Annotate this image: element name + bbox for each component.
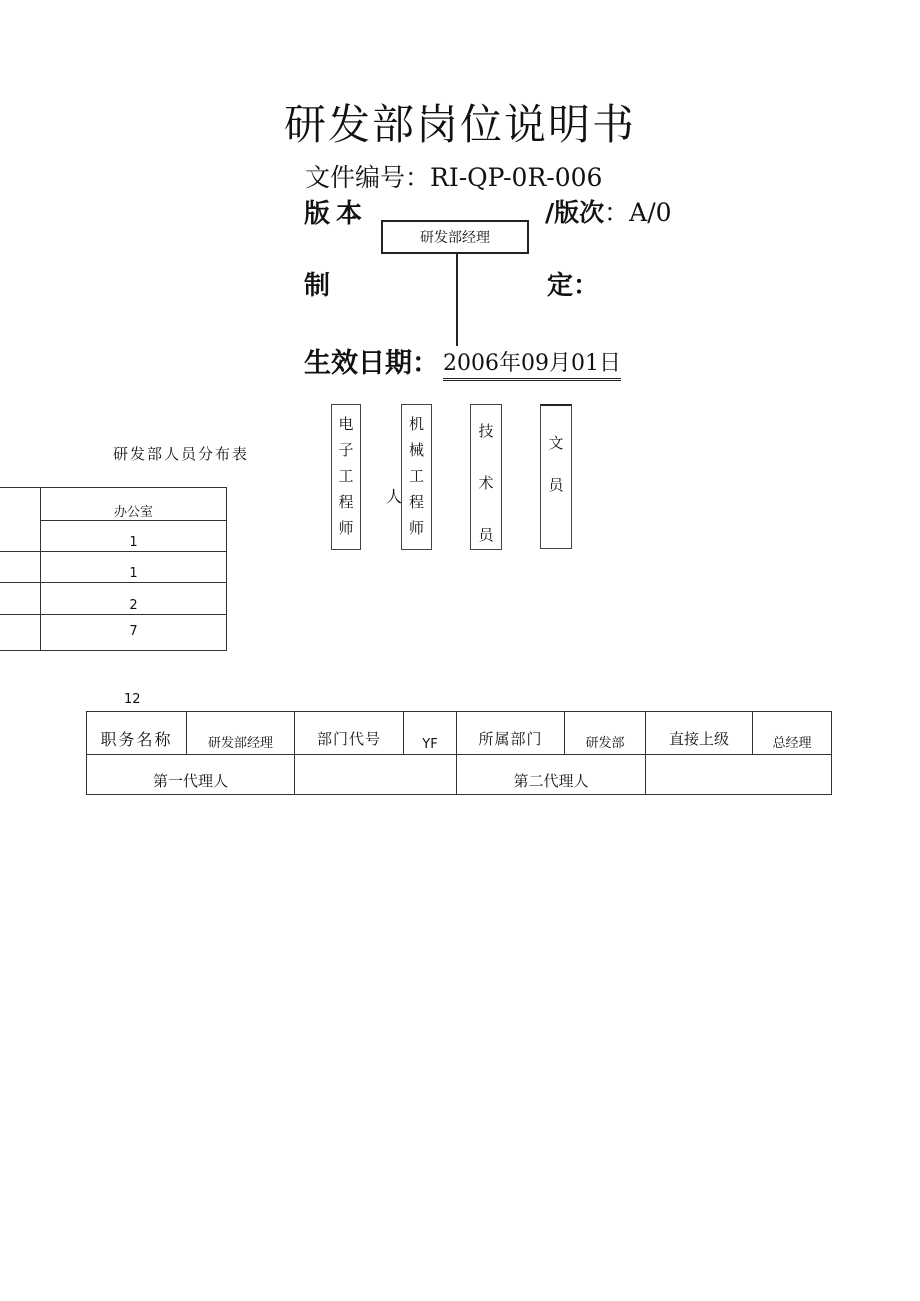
role-char: 工 — [338, 467, 354, 485]
distribution-table — [0, 487, 227, 651]
distribution-header-label: 办公室 — [113, 505, 153, 520]
table-cell — [41, 521, 227, 552]
org-people-marker: 人 — [386, 487, 403, 506]
distribution-value: 1 — [129, 535, 138, 550]
role-char: 机 — [408, 415, 424, 433]
table-cell — [41, 615, 227, 651]
distribution-header — [41, 488, 227, 521]
prepared-label: 制 — [304, 271, 331, 301]
distribution-value: 1 — [129, 566, 138, 581]
revision-field — [545, 193, 672, 229]
second-deputy-label: 第二代理人 — [457, 755, 646, 795]
table-cell — [0, 583, 41, 615]
org-manager-label: 研发部经理 — [420, 230, 490, 246]
revision-label: /版次 — [545, 198, 605, 227]
role-char: 术 — [478, 474, 494, 492]
document-title: 研发部岗位说明书 — [283, 100, 636, 149]
direct-superior-label: 直接上级 — [646, 712, 753, 755]
effective-date-value: 2006年09月01日 — [443, 346, 621, 381]
role-char: 员 — [548, 476, 564, 494]
job-title-value: 研发部经理 — [187, 712, 295, 755]
version-label: 版本 — [304, 199, 369, 229]
role-char: 技 — [478, 422, 494, 440]
role-char: 程 — [338, 493, 354, 511]
distribution-value: 2 — [129, 598, 138, 613]
table-cell — [0, 552, 41, 583]
role-char: 师 — [338, 519, 354, 537]
page-number: 12 — [124, 692, 141, 707]
job-info-table — [86, 711, 832, 795]
org-role-electronic-engineer — [331, 404, 361, 550]
distribution-value: 7 — [129, 624, 138, 639]
first-deputy-value — [295, 755, 457, 795]
role-char: 文 — [548, 434, 564, 452]
effective-date-label: 生效日期： — [304, 348, 439, 379]
org-manager-box — [381, 220, 529, 254]
dept-code-label: 部门代号 — [295, 712, 404, 755]
parent-dept-label: 所属部门 — [457, 712, 565, 755]
role-char: 械 — [408, 441, 424, 459]
distribution-title: 研发部人员分布表 — [113, 445, 250, 463]
role-char: 子 — [338, 441, 354, 459]
table-cell — [41, 583, 227, 615]
table-cell — [0, 488, 41, 552]
role-char: 程 — [408, 493, 424, 511]
revision-value: ：A/0 — [604, 198, 672, 227]
role-char: 电 — [338, 415, 354, 433]
document-number: 文件编号：RI-QP-0R-006 — [305, 163, 603, 192]
org-role-mechanical-engineer — [401, 404, 432, 550]
second-deputy-value — [646, 755, 832, 795]
parent-dept-value: 研发部 — [565, 712, 646, 755]
role-char: 师 — [408, 519, 424, 537]
org-role-clerk — [540, 404, 572, 549]
table-cell — [41, 552, 227, 583]
dept-code-value: YF — [404, 712, 457, 755]
first-deputy-label: 第一代理人 — [87, 755, 295, 795]
org-connector-line — [456, 254, 458, 346]
direct-superior-value: 总经理 — [753, 712, 832, 755]
role-char: 工 — [408, 467, 424, 485]
table-cell — [0, 615, 41, 651]
prepared-label-suffix: 定： — [547, 271, 600, 301]
org-role-technician — [470, 404, 502, 550]
job-title-label: 职务名称 — [87, 712, 187, 755]
role-char: 员 — [478, 526, 494, 544]
